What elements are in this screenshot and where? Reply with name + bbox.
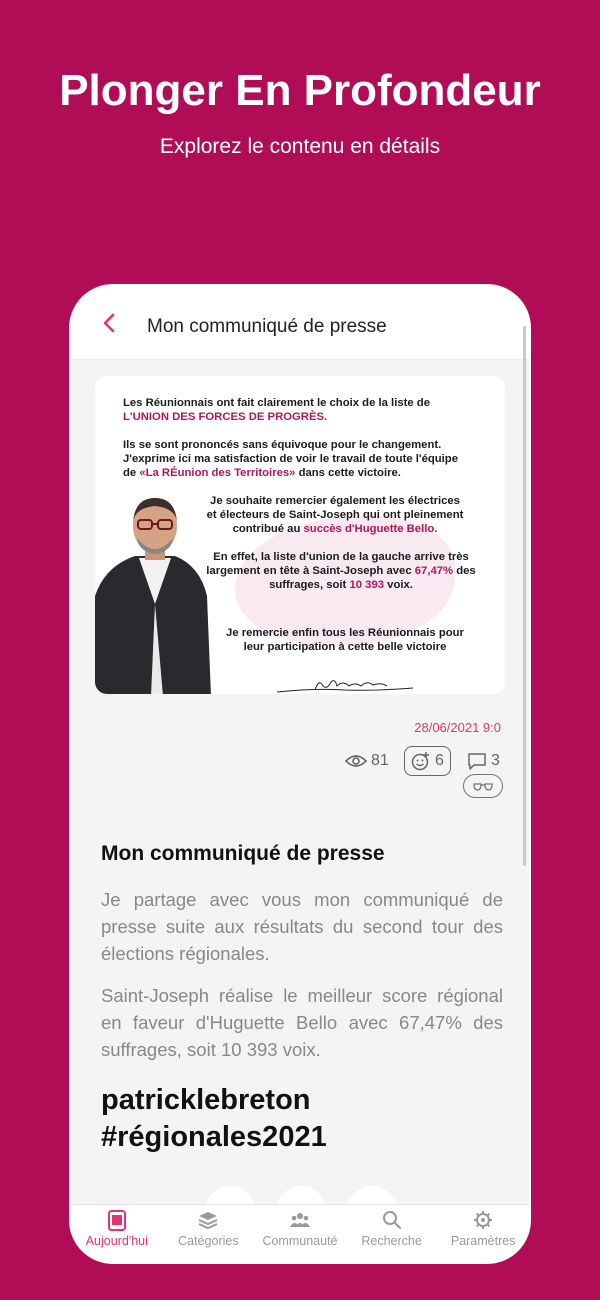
comments-button[interactable]: 3 (467, 746, 500, 776)
tab-search[interactable]: Recherche (346, 1205, 438, 1262)
image-text-3: Je souhaite remercier également les électrices et électeurs de Saint-Joseph qui ont pleinement contribué au succès d'Huguette Bello. (206, 495, 464, 535)
people-icon (289, 1209, 311, 1231)
scrollbar[interactable] (523, 326, 526, 866)
post-image[interactable] (95, 376, 505, 694)
gear-icon (472, 1209, 494, 1231)
hero-title: Plonger En Profondeur (59, 66, 541, 115)
post-paragraph-2: Saint-Joseph réalise le meilleur score régional en faveur d'Huguette Bello avec 67,47% des suffrages, soit 10 393 voix. (101, 985, 503, 1060)
reaction-button[interactable]: 6 (404, 746, 451, 776)
today-icon (106, 1209, 128, 1231)
glasses-icon (473, 781, 493, 791)
hashtags (101, 1082, 327, 1156)
smiley-add-icon (411, 751, 431, 771)
image-text-5: Je remercie enfin tous les Réunionnais pour leur participation à cette belle victoire (226, 627, 464, 653)
back-chevron-icon[interactable] (99, 312, 121, 334)
hashtag-1[interactable]: patricklebreton (101, 1084, 311, 1116)
header-title: Mon communiqué de presse (147, 316, 387, 337)
tab-categories[interactable]: Catégories (163, 1205, 255, 1262)
post-date: 28/06/2021 9:0 (414, 720, 501, 735)
views-count: 81 (345, 746, 389, 776)
image-text-1: Les Réunionnais ont fait clairement le choix de la liste de L'UNION DES FORCES DE PROGRÈS. (123, 397, 430, 423)
tab-community[interactable]: Communauté (254, 1205, 346, 1262)
signature (275, 676, 415, 694)
app-header (71, 286, 529, 360)
comment-icon (467, 751, 487, 771)
eye-icon (345, 753, 367, 769)
layers-icon (197, 1209, 219, 1231)
hero-subtitle: Explorez le contenu en détails (159, 135, 441, 158)
image-text-4: En effet, la liste d'union de la gauche arrive très largement en tête à Saint-Joseph avec 67,47% des suffrages, soit 10 393 voix. (206, 551, 476, 591)
post-title: Mon communiqué de presse (101, 842, 385, 865)
phone-frame (69, 284, 531, 1264)
reading-mode-button[interactable] (463, 774, 503, 798)
image-text-2: Ils se sont prononcés sans équivoque pour le changement. J'exprime ici ma satisfaction de voir le travail de toute l'équipe de «La RÉunion des Territoires» dans cette victoire. (123, 439, 458, 479)
hashtag-2[interactable]: #régionales2021 (101, 1121, 327, 1153)
search-icon (381, 1209, 403, 1231)
post-paragraph-1: Je partage avec vous mon communiqué de presse suite aux résultats du second tour des élections régionales. (101, 889, 503, 964)
tab-today[interactable]: Aujourd'hui (71, 1205, 163, 1262)
tab-settings[interactable]: Paramètres (437, 1205, 529, 1262)
person-portrait (95, 486, 215, 694)
bottom-tab-bar (71, 1204, 529, 1262)
